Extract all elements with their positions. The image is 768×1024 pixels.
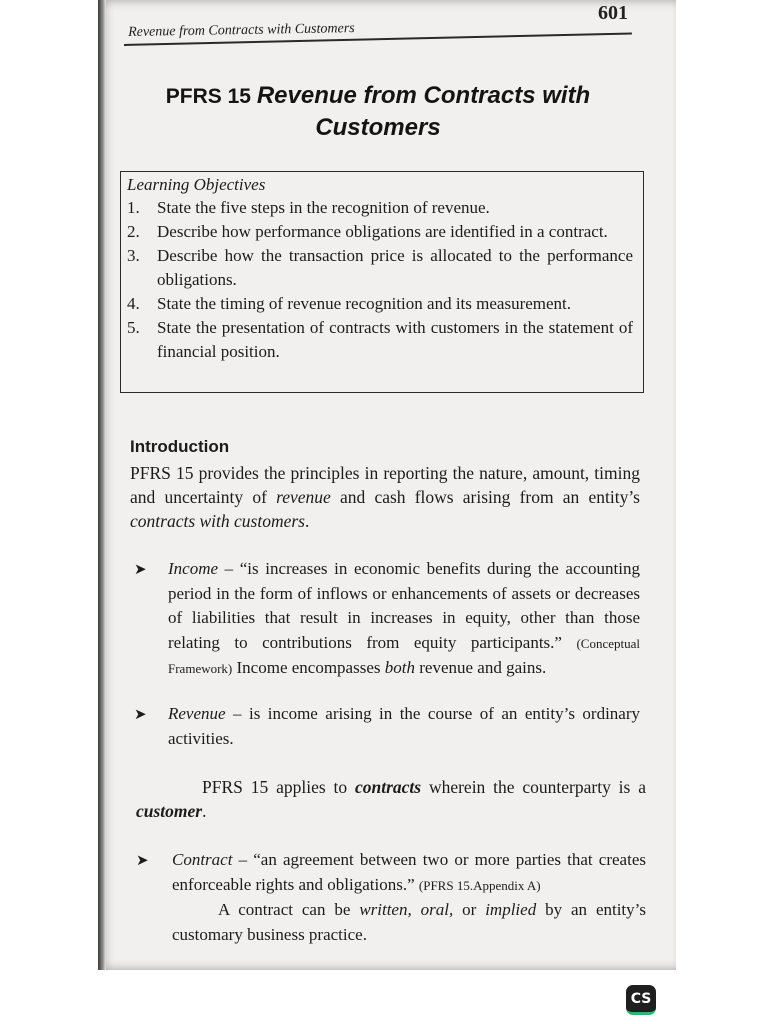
revenue-term: Revenue <box>168 704 226 723</box>
contract-reference: (PFRS 15.Appendix A) <box>418 877 541 893</box>
contract-text: – “an agreement between two or more parties that creates enforceable rights and obligations.” <box>172 850 646 894</box>
introduction-paragraph <box>130 461 640 533</box>
objective-text: Describe how the transaction price is allocated to the performance obligations. <box>157 246 633 289</box>
page-number: 601 <box>598 2 628 24</box>
objective-text: Describe how performance obligations are identified in a contract. <box>157 222 608 241</box>
intro-text: PFRS 15 provides the principles in reporting the nature, amount, timing and uncertainty of <box>130 463 640 507</box>
arrow-bullet-icon: ➤ <box>134 560 147 578</box>
objective-item <box>127 244 633 292</box>
contract-forms-text: or <box>453 900 486 919</box>
applies-paragraph <box>136 775 646 823</box>
contract-term: Contract <box>172 850 233 869</box>
income-text: Income encompasses <box>232 658 385 677</box>
applies-emphasis-customer: customer <box>136 801 203 821</box>
applies-text: wherein the counterparty is a <box>421 777 646 797</box>
chapter-title <box>128 80 628 143</box>
intro-text: . <box>305 511 310 531</box>
objective-item <box>127 196 633 220</box>
book-spine-shadow <box>98 0 106 970</box>
objective-text: State the five steps in the recognition of revenue. <box>157 198 490 217</box>
contract-forms-paragraph <box>172 898 646 947</box>
objectives-heading: Learning Objectives <box>127 175 266 194</box>
intro-emphasis-contracts: contracts with customers <box>130 511 305 531</box>
revenue-text: – is income arising in the course of an entity’s ordinary activities. <box>168 704 640 748</box>
objective-number: 1. <box>127 198 140 217</box>
learning-objectives-box <box>120 171 644 393</box>
income-text: – “is increases in economic benefits during the accounting period in the form of inflows or enhancements of assets or decreases of liabilities that result in increases in equity, other than those relating to contributions from equity participants.” <box>168 559 640 652</box>
contract-forms-text: by an entity’s customary business practice. <box>172 900 646 944</box>
contract-definition <box>172 848 646 898</box>
scanned-page <box>98 0 676 970</box>
objective-text: State the presentation of contracts with customers in the statement of financial position. <box>157 318 633 361</box>
applies-emphasis-contracts: contracts <box>354 777 422 797</box>
intro-text: and cash flows arising from an entity’s <box>330 487 640 507</box>
applies-text: . <box>202 801 207 821</box>
arrow-bullet-icon: ➤ <box>136 851 149 869</box>
objective-number: 5. <box>127 318 140 337</box>
objective-item <box>127 316 633 364</box>
income-reference: (Conceptual Framework) <box>168 635 640 676</box>
objective-text: State the timing of revenue recognition and its measurement. <box>157 294 572 313</box>
contract-forms-emphasis: implied <box>485 900 537 919</box>
objective-number: 3. <box>127 246 140 265</box>
contract-forms-text: A contract can be <box>218 900 360 919</box>
contract-forms-emphasis: written, oral, <box>359 900 454 919</box>
objective-number: 4. <box>127 294 140 313</box>
introduction-heading: Introduction <box>130 437 230 456</box>
income-emphasis-both: both <box>384 658 415 677</box>
scanner-app-badge[interactable]: CS <box>626 985 656 1015</box>
objective-item <box>127 292 633 316</box>
objective-item <box>127 220 633 244</box>
income-definition <box>168 557 640 682</box>
running-head: Revenue from Contracts with Customers <box>128 21 355 40</box>
intro-emphasis-revenue: revenue <box>276 487 331 507</box>
title-name: Revenue from Contracts with Customers <box>256 82 591 141</box>
income-term: Income <box>168 559 219 578</box>
title-standard: PFRS 15 <box>165 85 257 108</box>
objective-number: 2. <box>127 222 140 241</box>
revenue-definition <box>168 702 640 751</box>
arrow-bullet-icon: ➤ <box>134 705 147 723</box>
applies-text: PFRS 15 applies to <box>202 777 355 797</box>
income-text: revenue and gains. <box>414 658 547 677</box>
